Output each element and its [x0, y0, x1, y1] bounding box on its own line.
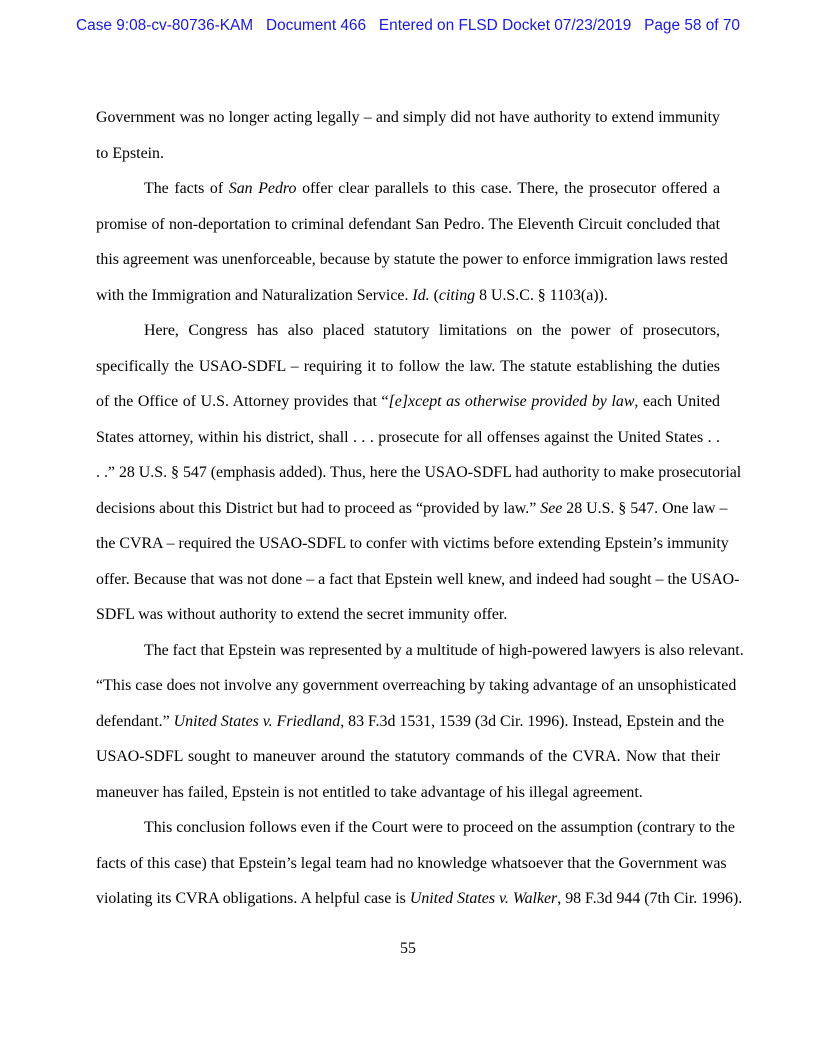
- text-line: [96, 854, 727, 874]
- paragraph-first-line: [144, 321, 720, 341]
- text-segment: this agreement was unenforceable, because by statute the power to enforce immigration laws rested: [96, 251, 728, 268]
- text-segment: to Epstein.: [96, 145, 164, 162]
- italic-citation-text: Id.: [412, 287, 430, 304]
- page-number: 55: [400, 940, 416, 957]
- italic-citation-text: United States v. Friedland: [173, 713, 341, 730]
- italic-citation-text: United States v. Walker: [409, 890, 558, 907]
- text-segment: , 98 F.3d 944 (7th Cir. 1996).: [557, 890, 743, 907]
- paragraph-first-line: [144, 818, 735, 838]
- docket-header-stamp: Case 9:08-cv-80736-KAM Document 466 Entered on FLSD Docket 07/23/2019 Page 58 of 70: [76, 17, 740, 34]
- text-line: [96, 144, 720, 164]
- text-line: [96, 499, 728, 519]
- paragraph-first-line: [144, 641, 744, 661]
- text-segment: The fact that Epstein was represented by a multitude of high-powered lawyers is also relevant.: [144, 642, 744, 659]
- text-segment: USAO-SDFL sought to maneuver around the statutory commands of the CVRA. Now that their: [96, 748, 720, 765]
- italic-citation-text: San Pedro: [228, 180, 297, 197]
- text-segment: States attorney, within his district, shall . . . prosecute for all offenses against the United States . .: [96, 429, 720, 446]
- text-segment: “This case does not involve any government overreaching by taking advantage of an unsophisticated: [96, 677, 737, 694]
- paragraph-first-line: [144, 179, 720, 199]
- text-segment: facts of this case) that Epstein’s legal team had no knowledge whatsoever that the Government was: [96, 855, 727, 872]
- text-segment: (: [429, 287, 439, 304]
- text-line: [96, 215, 720, 235]
- text-line: [96, 783, 720, 803]
- italic-citation-text: citing: [438, 287, 476, 304]
- text-line: [96, 392, 720, 412]
- text-segment: offer clear parallels to this case. There, the prosecutor offered a: [296, 180, 720, 197]
- text-line: [96, 747, 720, 767]
- text-segment: , each United: [634, 393, 720, 410]
- text-segment: The facts of: [144, 180, 229, 197]
- text-segment: violating its CVRA obligations. A helpful case is: [96, 890, 410, 907]
- text-segment: with the Immigration and Naturalization Service.: [96, 287, 413, 304]
- text-line: [96, 605, 720, 625]
- text-segment: Government was no longer acting legally – and simply did not have authority to extend immunity: [96, 109, 720, 126]
- text-segment: This conclusion follows even if the Court were to proceed on the assumption (contrary to the: [144, 819, 735, 836]
- text-line: [96, 570, 740, 590]
- text-segment: offer. Because that was not done – a fact that Epstein well knew, and indeed had sought – the USAO-: [96, 571, 740, 588]
- text-line: [96, 250, 728, 270]
- text-segment: maneuver has failed, Epstein is not entitled to take advantage of his illegal agreement.: [96, 784, 643, 801]
- text-segment: of the Office of U.S. Attorney provides that “: [96, 393, 389, 410]
- text-segment: . .” 28 U.S. § 547 (emphasis added). Thus, here the USAO-SDFL had authority to make prosecutorial: [96, 464, 742, 481]
- text-segment: defendant.”: [96, 713, 174, 730]
- text-segment: 8 U.S.C. § 1103(a)).: [475, 287, 608, 304]
- text-segment: , 83 F.3d 1531, 1539 (3d Cir. 1996). Instead, Epstein and the: [340, 713, 725, 730]
- text-line: [96, 357, 720, 377]
- text-line: [96, 889, 743, 909]
- text-segment: decisions about this District but had to proceed as “provided by law.”: [96, 500, 541, 517]
- italic-citation-text: See: [540, 500, 563, 517]
- text-line: [96, 534, 729, 554]
- text-segment: promise of non-deportation to criminal defendant San Pedro. The Eleventh Circuit concluded that: [96, 216, 720, 233]
- text-segment: 28 U.S. § 547. One law –: [562, 500, 728, 517]
- text-line: [96, 676, 737, 696]
- text-line: [96, 108, 720, 128]
- text-line: [96, 463, 742, 483]
- text-line: [96, 428, 720, 448]
- text-segment: SDFL was without authority to extend the secret immunity offer.: [96, 606, 508, 623]
- text-segment: the CVRA – required the USAO-SDFL to confer with victims before extending Epstein’s immunity: [96, 535, 729, 552]
- text-segment: specifically the USAO-SDFL – requiring it to follow the law. The statute establishing the duties: [96, 358, 720, 375]
- text-line: [96, 712, 725, 732]
- text-line: [96, 286, 720, 306]
- italic-citation-text: [e]xcept as otherwise provided by law: [388, 393, 635, 410]
- text-segment: Here, Congress has also placed statutory limitations on the power of prosecutors,: [144, 322, 720, 339]
